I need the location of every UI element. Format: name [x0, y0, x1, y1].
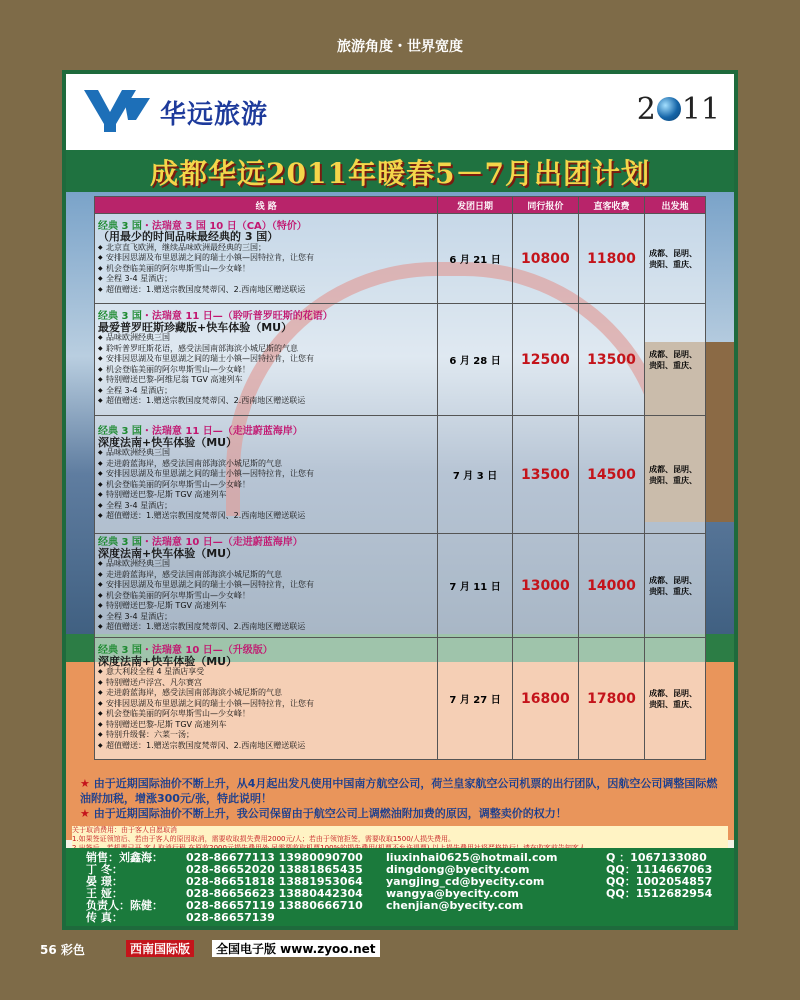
- contact-name: 传 真：: [86, 911, 123, 924]
- route-bullet: ◆ 全程 3-4 星酒店；: [98, 501, 434, 512]
- direct-price: 14500: [578, 416, 644, 534]
- route-countries: ・法瑞意: [141, 537, 182, 549]
- col-date: 发团日期: [438, 197, 513, 214]
- direct-price: 17800: [578, 638, 644, 760]
- year-logo: [637, 92, 720, 127]
- footer: [0, 938, 800, 960]
- route-bullet: ◆ 特别赠送卢浮宫、凡尔赛宫: [98, 678, 434, 689]
- note-text: 由于近期国际油价不断上升，我公司保留由于航空公司上调燃油附加费的原因，调整卖价的权力！: [93, 807, 567, 820]
- route-bullet: ◆ 特别赠送巴黎-阿维尼翁 TGV 高速列车: [98, 375, 434, 386]
- route-bullet: ◆ 安排因思湖及布里恩湖之间的瑞士小镇—因特拉肯，让您有: [98, 253, 434, 264]
- route-series: 经典 3 国: [98, 537, 142, 549]
- footer-brand: 西南国际版: [126, 940, 194, 957]
- route-duration: 3 国 10 日（CA）（特价）: [181, 220, 307, 232]
- route-bullet: ◆ 特别升级餐：六菜一汤；: [98, 730, 434, 741]
- departure-cities: 成都、昆明、贵阳、重庆、: [645, 304, 706, 416]
- route-bullet: ◆ 全程 3-4 星酒店；: [98, 274, 434, 285]
- contact-email[interactable]: yangjing_cd@byecity.com: [386, 875, 545, 888]
- contact-phone: 028-86657139: [186, 911, 275, 924]
- cancel-line: 关于取消费用：由于客人自愿取消: [72, 826, 177, 834]
- route-duration: 11 日—（聆听普罗旺斯的花语）: [181, 311, 333, 323]
- star-icon: ★: [80, 807, 90, 820]
- top-banner: 旅游角度・世界宽度: [337, 39, 463, 55]
- route-bullet: ◆ 超值赠送：1.赠送宗教国度梵蒂冈、2.西南地区赠送联运: [98, 741, 434, 752]
- footer-site: 全国电子版 www.zyoo.net: [212, 940, 380, 957]
- note-item: [80, 776, 720, 806]
- route-bullet: ◆ 聆听普罗旺斯花语，感受法国南部海滨小城尼斯的气息: [98, 344, 434, 355]
- direct-price: 14000: [578, 534, 644, 638]
- cancel-line: 1.如果签证领馆后、若由于客人的原因取消，需要收取损失费用2000元/人；若由于领馆拒签，需要收取1500/人损失费用。: [72, 835, 456, 843]
- route-bullet: ◆ 机会登临美丽的阿尔卑斯雪山—少女峰！: [98, 709, 434, 720]
- route-bullet: ◆ 品味欧洲经典三国: [98, 333, 434, 344]
- contact-name: 丁 冬：: [86, 863, 123, 876]
- route-bullet: ◆ 全程 3-4 星酒店；: [98, 612, 434, 623]
- table-row: [95, 416, 706, 534]
- departure-cities: 成都、昆明、贵阳、重庆、: [645, 416, 706, 534]
- route-subtitle: 最爱普罗旺斯珍藏版+快车体验（MU）: [98, 320, 293, 334]
- table-row: [95, 534, 706, 638]
- route-series: 经典 3 国: [98, 426, 142, 438]
- col-peer-price: 同行报价: [512, 197, 578, 214]
- contact-email[interactable]: chenjian@byecity.com: [386, 899, 524, 912]
- route-cell: [95, 638, 438, 760]
- route-series: 经典 3 国: [98, 311, 142, 323]
- table-row: [95, 304, 706, 416]
- note-text: 由于近期国际油价不断上升，从4月起出发凡使用中国南方航空公司，荷兰皇家航空公司机票的出行团队，因航空公司调整国际燃油附加税，增涨300元/张，特此说明！: [80, 777, 718, 805]
- contact-name: 销售：刘鑫海：: [86, 851, 163, 864]
- peer-price: 10800: [512, 214, 578, 304]
- departure-date: 7 月 27 日: [438, 638, 513, 760]
- route-bullet: ◆ 超值赠送：1.赠送宗教国度梵蒂冈、2.西南地区赠送联运: [98, 396, 434, 407]
- route-duration: 11 日—（走进蔚蓝海岸）: [181, 426, 303, 438]
- globe-icon: [657, 97, 681, 121]
- table-header-row: [95, 197, 706, 214]
- route-cell: [95, 304, 438, 416]
- route-series: 经典 3 国: [98, 220, 142, 232]
- contact-qq: QQ：1002054857: [606, 875, 713, 888]
- route-bullet: ◆ 品味欧洲经典三国: [98, 448, 434, 459]
- col-direct-price: 直客收费: [578, 197, 644, 214]
- route-cell: [95, 534, 438, 638]
- departure-cities: 成都、昆明、贵阳、重庆、: [645, 534, 706, 638]
- route-bullet: ◆ 特别赠送巴黎-尼斯 TGV 高速列车: [98, 601, 434, 612]
- route-bullet: ◆ 安排因思湖及布里恩湖之间的瑞士小镇—因特拉肯，让您有: [98, 580, 434, 591]
- col-departure: 出发地: [645, 197, 706, 214]
- table-row: [95, 214, 706, 304]
- title-band: [66, 150, 734, 192]
- direct-price: 11800: [578, 214, 644, 304]
- peer-price: 16800: [512, 638, 578, 760]
- route-bullet: ◆ 走进蔚蓝海岸，感受法国南部海滨小城尼斯的气息: [98, 459, 434, 470]
- route-bullet: ◆ 特别赠送巴黎-尼斯 TGV 高速列车: [98, 720, 434, 731]
- contact-phone: 028-86657119 13880666710: [186, 899, 363, 912]
- route-bullet: ◆ 超值赠送：1.赠送宗教国度梵蒂冈、2.西南地区赠送联运: [98, 622, 434, 633]
- route-series: 经典 3 国: [98, 645, 142, 656]
- route-bullet: ◆ 意大利段全程 4 星酒店享受: [98, 667, 434, 678]
- contact-name: 王 娅：: [86, 887, 123, 900]
- peer-price: 12500: [512, 304, 578, 416]
- route-bullet: ◆ 超值赠送：1.赠送宗教国度梵蒂冈、2.西南地区赠送联运: [98, 285, 434, 296]
- route-bullet: ◆ 机会登临美丽的阿尔卑斯雪山—少女峰！: [98, 365, 434, 376]
- route-bullet: ◆ 品味欧洲经典三国: [98, 559, 434, 570]
- route-bullet: ◆ 走进蔚蓝海岸，感受法国南部海滨小城尼斯的气息: [98, 570, 434, 581]
- route-bullet: ◆ 安排因思湖及布里恩湖之间的瑞士小镇—因特拉肯，让您有: [98, 699, 434, 710]
- route-countries: ・法瑞意: [141, 220, 182, 232]
- peer-price: 13000: [512, 534, 578, 638]
- route-bullet: ◆ 机会登临美丽的阿尔卑斯雪山—少女峰！: [98, 480, 434, 491]
- table-row: [95, 638, 706, 760]
- company-logo-icon: [80, 84, 154, 136]
- route-bullet: ◆ 机会登临美丽的阿尔卑斯雪山—少女峰！: [98, 591, 434, 602]
- contact-phone: 028-86652020 13881865435: [186, 863, 363, 876]
- contact-email[interactable]: wangya@byecity.com: [386, 887, 519, 900]
- peer-price: 13500: [512, 416, 578, 534]
- route-duration: 10 日—（升级版）: [181, 645, 273, 656]
- star-icon: ★: [80, 777, 90, 790]
- route-bullet: ◆ 安排因思湖及布里恩湖之间的瑞士小镇—因特拉肯，让您有: [98, 354, 434, 365]
- direct-price: 13500: [578, 304, 644, 416]
- contact-email[interactable]: liuxinhai0625@hotmail.com: [386, 851, 558, 864]
- route-bullet: ◆ 安排因思湖及布里恩湖之间的瑞士小镇—因特拉肯，让您有: [98, 469, 434, 480]
- note-item: [80, 806, 720, 821]
- year-digits: 11: [681, 92, 720, 127]
- departure-cities: 成都、昆明、贵阳、重庆、: [645, 638, 706, 760]
- contact-name: 负责人：陈健：: [86, 899, 163, 912]
- departure-date: 6 月 28 日: [438, 304, 513, 416]
- contacts: [66, 848, 734, 926]
- route-countries: ・法瑞意: [141, 311, 182, 323]
- contact-phone: 028-86656623 13880442304: [186, 887, 363, 900]
- route-countries: ・法瑞意: [141, 426, 182, 438]
- route-cell: [95, 416, 438, 534]
- route-subtitle: 深度法南+快车体验（MU）: [98, 546, 238, 560]
- departure-cities: 成都、昆明、贵阳、重庆、: [645, 214, 706, 304]
- contact-qq: QQ：1114667063: [606, 863, 713, 876]
- route-subtitle: 深度法南+快车体验（MU）: [98, 435, 238, 449]
- route-bullet: ◆ 全程 3-4 星酒店；: [98, 386, 434, 397]
- page-title: 成都华远2011年暖春5－7月出团计划: [150, 157, 650, 190]
- year-digit: 2: [636, 92, 656, 127]
- route-subtitle: 深度法南+快车体验（MU）: [98, 654, 238, 668]
- route-cell: [95, 214, 438, 304]
- header: [66, 74, 734, 150]
- route-subtitle: （用最少的时间品味最经典的 3 国）: [98, 230, 279, 244]
- route-bullet: ◆ 机会登临美丽的阿尔卑斯雪山—少女峰！: [98, 264, 434, 275]
- flyer-frame: [62, 70, 738, 930]
- departure-date: 7 月 11 日: [438, 534, 513, 638]
- logo-text: 华远旅游: [160, 100, 269, 130]
- contact-name: 晏 璟：: [86, 875, 123, 888]
- col-route: 线 路: [95, 197, 438, 214]
- route-bullet: ◆ 北京直飞欧洲，继续品味欧洲最经典的三国；: [98, 243, 434, 254]
- contact-qq: Q ：1067133080: [606, 851, 707, 864]
- contact-email[interactable]: dingdong@byecity.com: [386, 863, 530, 876]
- route-countries: ・法瑞意: [141, 645, 182, 656]
- departure-date: 6 月 21 日: [438, 214, 513, 304]
- tour-plan-table: [94, 196, 706, 760]
- contact-qq: QQ：1512682954: [606, 887, 713, 900]
- route-bullet: ◆ 超值赠送：1.赠送宗教国度梵蒂冈、2.西南地区赠送联运: [98, 511, 434, 522]
- route-bullet: ◆ 特别赠送巴黎-尼斯 TGV 高速列车: [98, 490, 434, 501]
- page-number: 56 彩色: [40, 943, 85, 957]
- route-duration: 10 日—（走进蔚蓝海岸）: [181, 537, 303, 549]
- route-bullet: ◆ 走进蔚蓝海岸，感受法国南部海滨小城尼斯的气息: [98, 688, 434, 699]
- contact-phone: 028-86677113 13980090700: [186, 851, 363, 864]
- contact-phone: 028-86651818 13881953064: [186, 875, 363, 888]
- notes: [80, 776, 720, 821]
- departure-date: 7 月 3 日: [438, 416, 513, 534]
